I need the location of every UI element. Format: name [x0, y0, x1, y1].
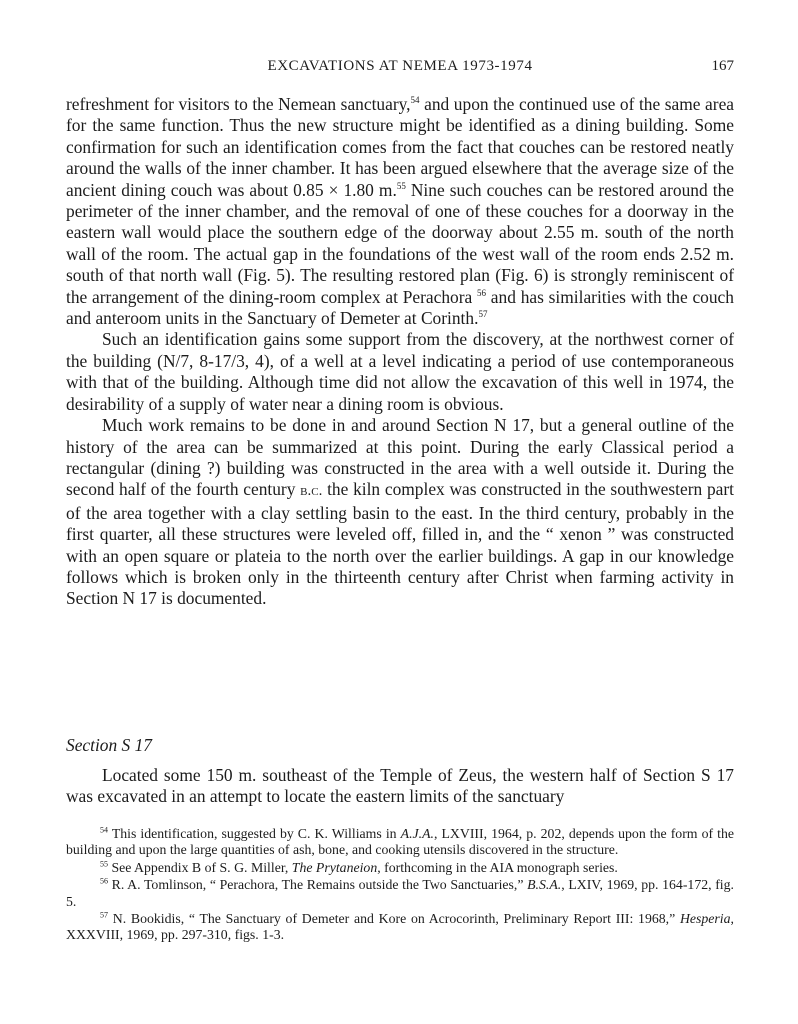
footnote-56-journal: B.S.A.: [527, 877, 562, 893]
footnote-number-56: 56: [100, 876, 108, 886]
footnote-number-57: 57: [100, 910, 108, 920]
paragraph-3: [66, 415, 734, 610]
bc-abbreviation: b.c.: [300, 483, 323, 500]
section-paragraph: [66, 765, 734, 808]
footnote-57-journal: Hesperia: [679, 911, 731, 927]
footnote-57-text-b: , XXXVIII, 1969, pp. 297-310, figs. 1-3.: [66, 911, 734, 943]
footnote-56-text-a: R. A. Tomlinson, “ Perachora, The Remains outside the Two Sanctuaries,”: [108, 877, 528, 893]
footnote-57-text-a: N. Bookidis, “ The Sanctuary of Demeter and Kore on Acrocorinth, Preliminary Report III: 1968,”: [108, 911, 680, 927]
footnote-56-text-b: , LXIV, 1969, pp. 164-172, fig. 5.: [66, 877, 734, 909]
footnote-56: [66, 877, 734, 910]
paragraph-1-text-b: and upon the continued use of the same area for the same function. Thus the new structure might be identified as a dining building. Some confirmation for such an identification comes from the fact that couches can be restored neatly around the walls of the inner chamber. It has been argued elsewhere that the average size of the ancient dining couch was about 0.85 × 1.80 m.: [66, 94, 735, 200]
footnote-54: [66, 826, 734, 859]
paragraph-1-text-c: Nine such couches can be restored around the perimeter of the inner chamber, and the removal of one of these couches for a doorway in the eastern wall would place the southern edge of the doorway about 2.55 m. south of the north wall of the room. The actual gap in the foundations of the west wall of the room ends 2.52 m. south of that north wall (Fig. 5). The resulting restored plan (Fig. 6) is strongly reminiscent of the arrangement of the dining-room complex at Perachora: [66, 179, 734, 307]
running-head: [66, 58, 734, 80]
paragraph-1: [66, 94, 734, 329]
footnote-55-text-a: See Appendix B of S. G. Miller,: [108, 859, 292, 875]
footnote-54-journal: A.J.A.: [400, 826, 434, 841]
footnote-ref-56: 56: [477, 287, 487, 298]
footnote-57: [66, 911, 734, 944]
paragraph-3-text-a: Much work remains to be done in and around Section N 17, but a general outline of the history of the area can be summarized at this point. During the early Classical period a rectangular (dining ?) building was constructed in the area with a well outside it. During the second half of the fourth century: [66, 415, 734, 500]
page-number: 167: [711, 58, 734, 74]
footnote-55-text-b: , forthcoming in the AIA monograph series.: [377, 859, 618, 875]
footnote-ref-57: 57: [478, 309, 488, 320]
footnote-54-text-a: This identification, suggested by C. K. Williams in: [108, 826, 401, 841]
footnote-55: [66, 860, 734, 876]
footnote-number-55: 55: [100, 859, 108, 869]
section-paragraph-text: Located some 150 m. southeast of the Temple of Zeus, the western half of Section S 17 was excavated in an attempt to locate the eastern limits of the sanctuary: [66, 765, 734, 807]
paragraph-3-text-b: the kiln complex was constructed in the southwestern part of the area together with a clay settling basin to the east. In the third century, probably in the first quarter, all these structures were leveled off, filled in, and the “ xenon ” was constructed with an open square or plateia to the north over the earlier buildings. A gap in our knowledge follows which is broken only in the thirteenth century after Christ when farming activity in Section N 17 is documented.: [66, 479, 734, 609]
footnotes: [66, 826, 734, 945]
paragraph-1-text-a: refreshment for visitors to the Nemean sanctuary,: [66, 94, 411, 114]
running-title: EXCAVATIONS AT NEMEA 1973-1974: [267, 58, 533, 74]
paragraph-1-text-d: and has similarities with the couch and anteroom units in the Sanctuary of Demeter at Corinth.: [66, 286, 734, 329]
section-heading: Section S 17: [66, 735, 152, 755]
body-text: [66, 94, 734, 610]
footnote-ref-55: 55: [396, 180, 406, 191]
footnote-54-text-b: , LXVIII, 1964, p. 202, depends upon the form of the building and upon the large quantities of ash, bone, and cooking utensils discovered in the structure.: [66, 826, 734, 858]
footnote-55-title: The Prytaneion: [291, 859, 378, 875]
paragraph-2: Such an identification gains some support from the discovery, at the northwest corner of the building (N/7, 8-17/3, 4), of a well at a level indicating a period of use contemporaneous with that of the building. Although time did not allow the excavation of this well in 1974, the desirability of a supply of water near a dining room is obvious.: [66, 329, 734, 414]
footnote-ref-54: 54: [410, 95, 420, 106]
footnote-number-54: 54: [100, 825, 108, 835]
